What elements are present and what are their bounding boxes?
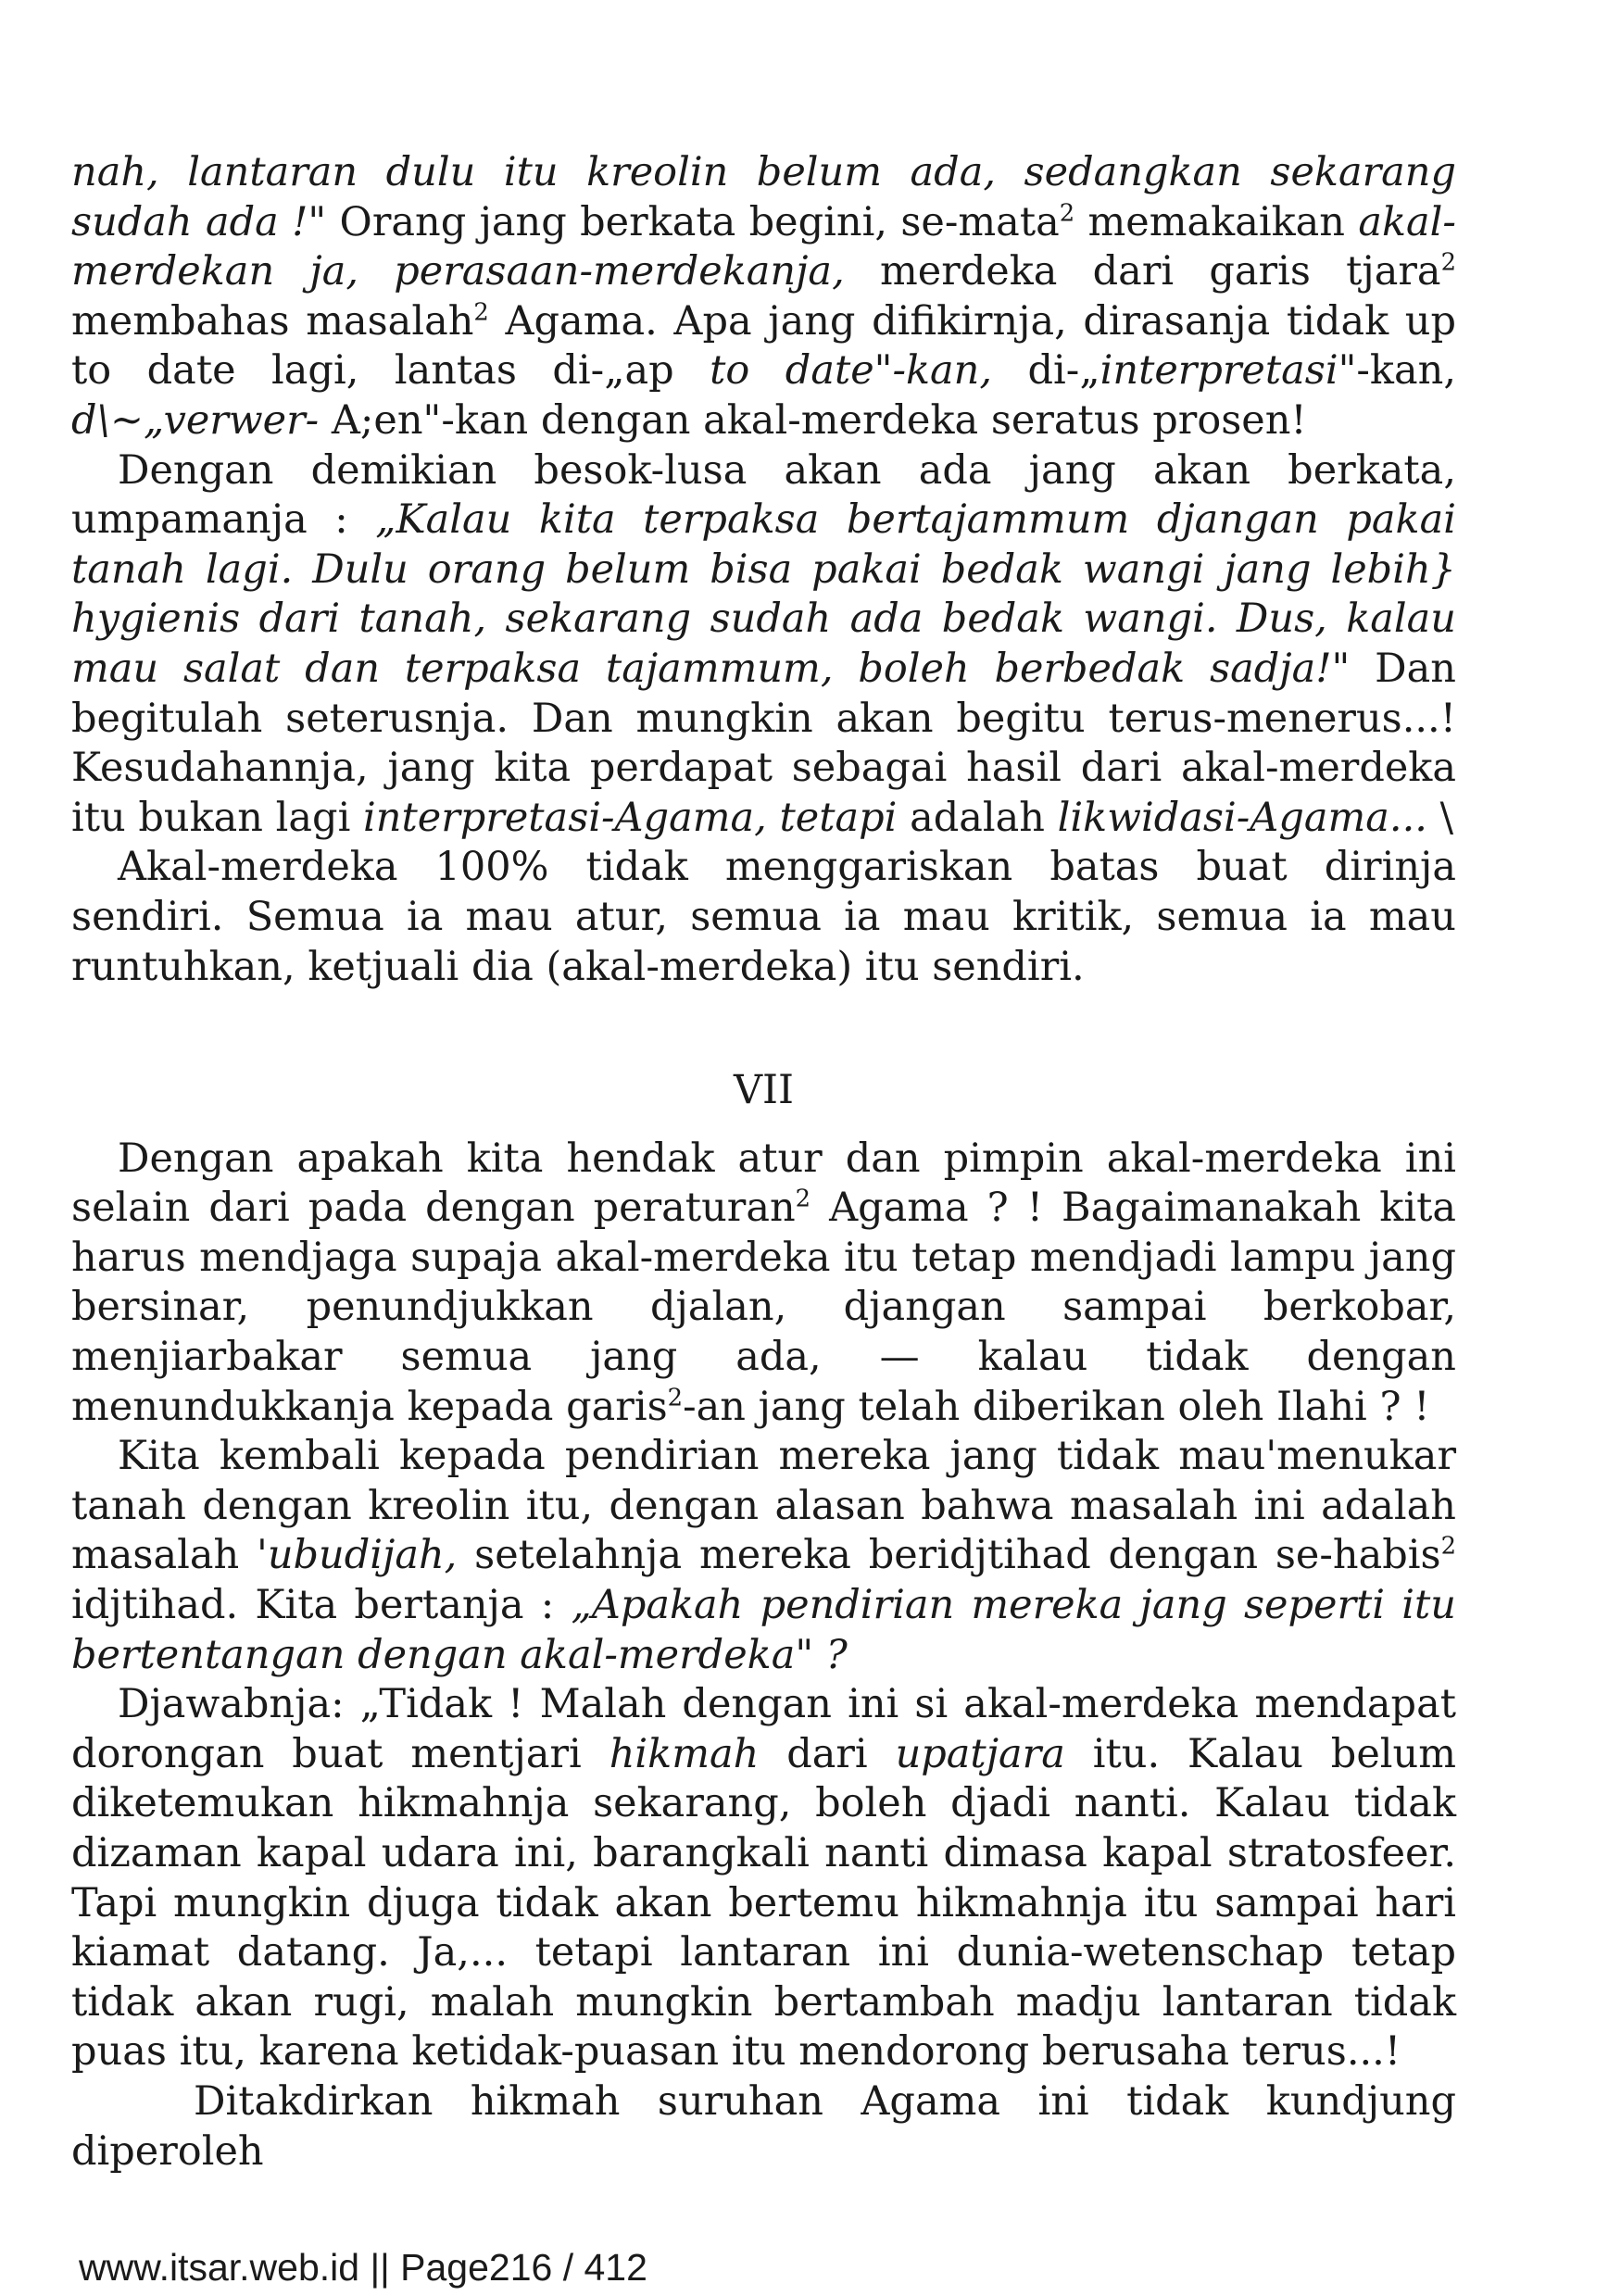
text-span: Kita kembali kepada pendirian mereka jang tidak mau'menukar tanah dengan kreolin itu, dengan alasan bahwa masalah ini adalah masalah ' [71,1433,1456,1579]
paragraph-5 [71,1432,1456,1680]
text-span: likwidasi-Agama... [1057,794,1427,841]
text-span: memakaikan [1074,198,1359,245]
text-span: merdeka dari garis tjara [844,248,1441,295]
text-span: membahas masalah [71,297,474,345]
text-span: Dengan apakah kita hendak atur dan pimpin akal-merdeka ini selain dari pada dengan peraturan [71,1135,1456,1232]
text-span: Agama. Apa jang difikirnja, dirasanja tidak up to date lagi, lantas di-„ap [71,297,1457,395]
page-body [71,148,1456,2177]
superscript: 2 [473,298,489,327]
text-span: ubudijah, [267,1532,458,1579]
text-span: idjtihad. Kita bertanja : [71,1582,572,1629]
text-span: Dengan demikian besok-lusa akan ada jang akan berkata, umpamanja : [71,446,1456,544]
superscript: 2 [667,1384,684,1412]
text-span: upatjara [895,1730,1065,1777]
paragraph-2 [71,446,1456,844]
paragraph-4 [71,1135,1456,1433]
text-span: „Apakah pendirian mereka jang seperti itu bertentangan dengan akal-merdeka" ? [71,1582,1456,1678]
superscript: 2 [1440,1532,1456,1561]
text-span: interpretasi [1100,347,1338,395]
superscript: 2 [1440,248,1456,277]
text-span: to date"-kan, [710,347,993,395]
text-span: d\~„verwer- [71,396,320,444]
section-heading: VII [733,1067,795,1114]
text-span: adalah [897,794,1058,841]
text-span: -an jang telah diberikan oleh Ilahi ? ! [683,1383,1430,1430]
text-span: dari [759,1730,896,1777]
text-span: setelahnja mereka beridjtihad dengan se-habis [457,1532,1441,1579]
text-span: hikmah [609,1730,760,1777]
text-span: Djawabnja: „Tidak ! Malah dengan ini si akal-merdeka mendapat dorongan buat mentjari [71,1681,1456,1777]
paragraph-6 [71,1680,1456,2077]
superscript: 2 [1059,199,1075,228]
page-footer: www.itsar.web.id || Page216 / 412 [79,2246,647,2289]
text-span: di-„ [992,347,1100,395]
text-span: „Kalau kita terpaksa bertajammum djangan pakai tanah lagi. Dulu orang belum bisa pakai bedak wangi jang lebih} hygienis dari tanah, sekarang sudah ada bedak wangi. Dus, kalau mau salat dan terpaksa tajammum, boleh berbedak sadja!" [71,496,1456,692]
text-span: A;en"-kan dengan akal-merdeka seratus prosen! [331,396,1307,444]
text-span: akal-merdekan ja, perasaan-merdekanja, [71,198,1456,295]
text-span: itu. Kalau belum diketemukan hikmahnja sekarang, boleh djadi nanti. Kalau tidak dizaman kapal udara ini, barangkali nanti dimasa kapal stratosfeer. Tapi mungkin djuga tidak akan bertemu hikmahnja itu sampai hari kiamat datang. Ja,... tetapi lantaran ini dunia-wetenschap tetap tidak akan rugi, malah mungkin bertambah madju lantaran tidak puas itu, karena ketidak-puasan itu mendorong berusaha terus...! [71,1730,1456,2076]
text-span: " Orang jang berkata begini, se-mata [308,198,1060,245]
text-span: "-kan, [1338,347,1456,395]
text-span: \ [1426,794,1454,841]
text-span: Agama ? ! Bagaimanakah kita harus mendjaga supaja akal-merdeka itu tetap mendjadi lampu jang bersinar, penundjukkan djalan, djangan sampai berkobar, menjiarbakar semua jang ada, — kalau tidak dengan menundukkanja kepada garis [71,1185,1456,1430]
text-span: nah, lantaran dulu itu kreolin belum ada, sedangkan sekarang sudah ada ! [71,149,1456,245]
paragraph-7: Ditakdirkan hikmah suruhan Agama ini tidak kundjung diperoleh [71,2077,1456,2175]
paragraph-1 [71,148,1456,446]
paragraph-3: Akal-merdeka 100% tidak menggariskan batas buat dirinja sendiri. Semua ia mau atur, semua ia mau kritik, semua ia mau runtuhkan, ketjuali dia (akal-merdeka) itu sendiri. [71,844,1456,990]
text-span: interpretasi-Agama, tetapi [363,794,898,841]
superscript: 2 [795,1185,811,1213]
text-span: Dan begitulah seterusnja. Dan mungkin akan begitu terus-menerus...! Kesudahannja, jang kita perdapat sebagai hasil dari akal-merdeka itu bukan lagi [71,645,1456,841]
